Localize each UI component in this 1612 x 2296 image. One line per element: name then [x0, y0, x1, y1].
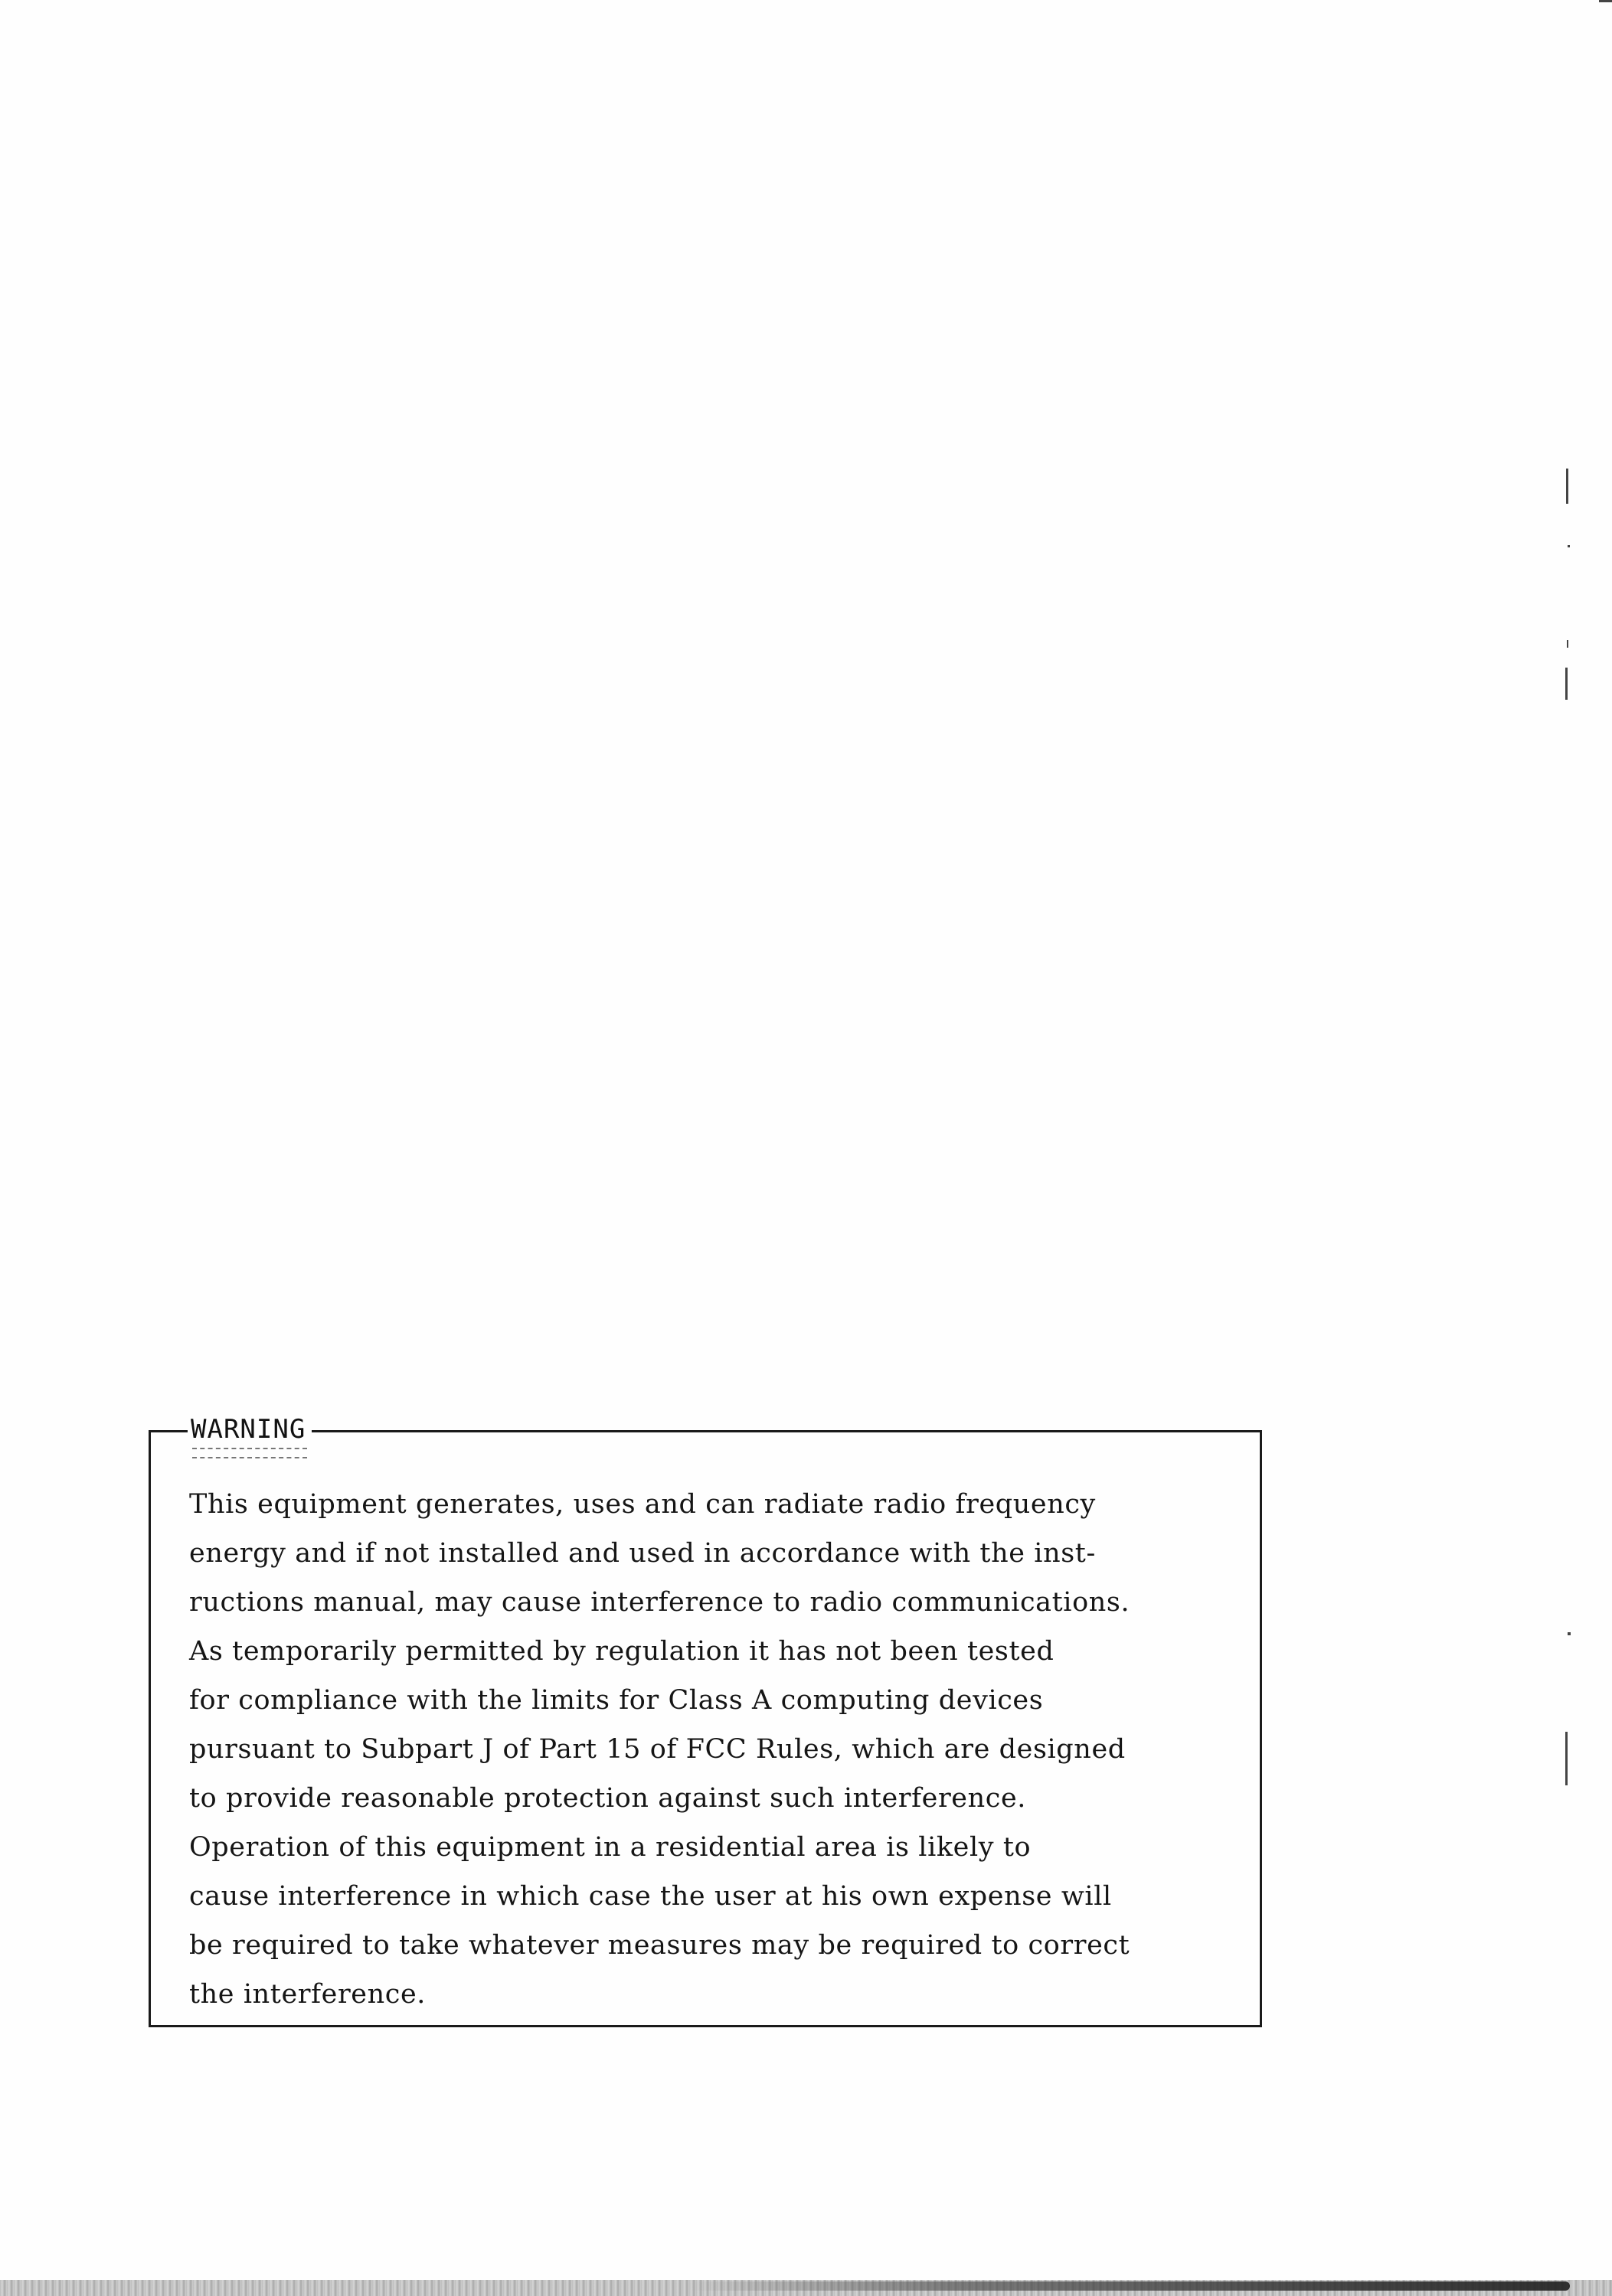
warning-text-line: be required to take whatever measures may be required to correct — [189, 1930, 1130, 1961]
scan-artifact-mark — [1567, 640, 1568, 648]
warning-text-line: ructions manual, may cause interference to radio communications. — [189, 1587, 1130, 1618]
scan-bottom-shadow — [689, 2281, 1570, 2291]
warning-title: WARNING — [188, 1413, 312, 1446]
warning-text-line: to provide reasonable protection against such interference. — [189, 1783, 1026, 1814]
scan-artifact-mark — [1565, 1732, 1568, 1785]
warning-text-line: for compliance with the limits for Class A computing devices — [189, 1685, 1044, 1716]
warning-box — [149, 1414, 1262, 2027]
warning-text-line: cause interference in which case the user at his own expense will — [189, 1881, 1112, 1912]
scan-artifact-mark — [1565, 668, 1568, 700]
warning-text-line: energy and if not installed and used in accordance with the inst- — [189, 1538, 1096, 1569]
scan-artifact-mark — [1568, 1632, 1571, 1635]
warning-text-line: pursuant to Subpart J of Part 15 of FCC Rules, which are designed — [189, 1734, 1126, 1765]
warning-text-line: As temporarily permitted by regulation it has not been tested — [189, 1636, 1055, 1667]
warning-title-underline — [192, 1448, 307, 1458]
warning-text-line: Operation of this equipment in a residential area is likely to — [189, 1832, 1032, 1863]
warning-text-line: This equipment generates, uses and can radiate radio frequency — [189, 1489, 1096, 1520]
scan-artifact-mark — [1568, 545, 1570, 547]
warning-text-line: the interference. — [189, 1979, 426, 2010]
scan-artifact-mark — [1566, 469, 1568, 504]
warning-text — [189, 1480, 1261, 2019]
scan-artifact-mark — [1599, 0, 1612, 2]
